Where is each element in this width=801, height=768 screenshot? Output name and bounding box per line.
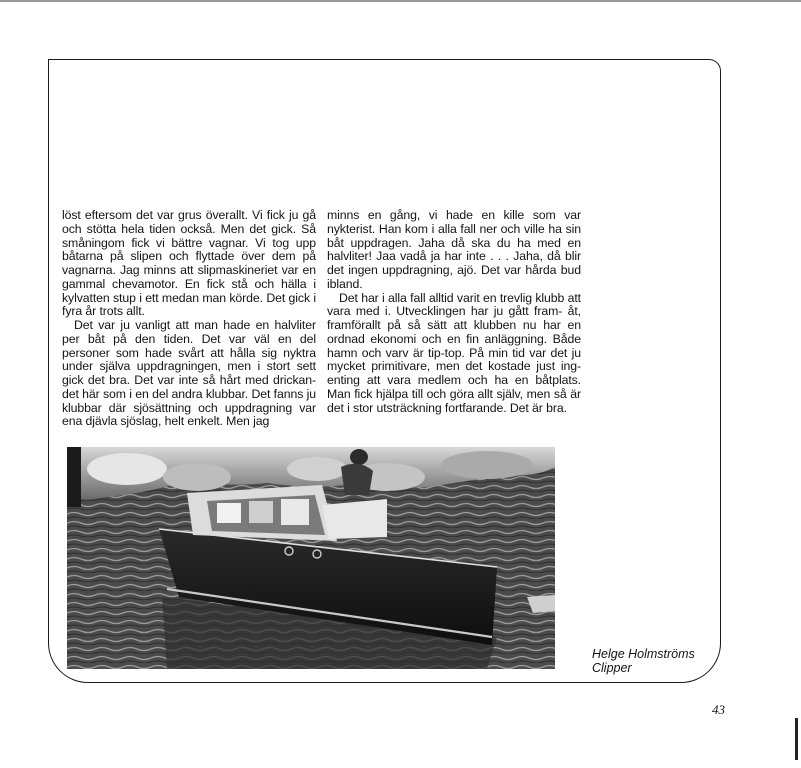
paragraph xyxy=(62,319,316,429)
text-line: gammal chevamotor. En fick stå och hälla i xyxy=(62,276,316,291)
top-rule xyxy=(0,0,801,2)
text-line: och stötta hela tiden också. Men det gick. Så xyxy=(62,221,316,236)
paragraph xyxy=(327,209,581,292)
page-number: 43 xyxy=(712,702,725,717)
text-line: kylvatten stup i ett medan man körde. Det xyxy=(62,290,286,305)
text-line: småningom fick vi bättre vagnar. Vi tog upp xyxy=(62,235,316,250)
text-line: gick i fyra år trots allt. xyxy=(62,290,316,319)
text-line: Det var ju vanligt att man hade en halvliter xyxy=(74,318,316,332)
text-line: Det har i alla fall alltid varit en trevlig klubb xyxy=(339,290,565,305)
paragraph xyxy=(327,292,581,416)
photo-caption xyxy=(592,647,732,675)
text-line: det ingen uppdragning, ajö. Det var hårda xyxy=(327,263,557,277)
text-line: gick det bra. Det var inte så hårt med drickan- xyxy=(62,373,316,387)
text-line: halvliter! Jaa vadå ja har inte . . . Jaha, då blir xyxy=(327,249,581,264)
text-line: minns en gång, vi hade en kille som var xyxy=(327,208,581,222)
text-line: nykterist. Han kom i alla fall ner och ville ha xyxy=(327,221,562,236)
text-line: åt, framförallt på så sätt att klubben nu har en xyxy=(327,304,581,332)
text-line: är det i stor utsträckning fortfarande. Det är xyxy=(327,386,581,415)
boat-photo xyxy=(67,447,555,669)
text-line: under själva uppdragningen, men i stort sett xyxy=(62,359,316,374)
binding-mark xyxy=(795,718,798,760)
text-line: bra. xyxy=(546,400,567,415)
text-line: båtarna på slipen och flyttade över dem på xyxy=(62,249,316,264)
text-line: per båt på den tiden. Det var väl en del xyxy=(62,331,316,346)
right-text-column xyxy=(327,209,581,415)
text-line: enting att vara medlem och ha en båtplats. xyxy=(327,373,581,387)
text-line: sin båt uppdragen. Jaha då ska du ha med en xyxy=(327,221,581,250)
text-line: att vara med i. Utvecklingen har ju gått fram- xyxy=(327,290,581,319)
text-line: bud ibland. xyxy=(327,263,581,291)
text-line: mycket primitivare, men det kostade just ing- xyxy=(327,359,581,374)
text-line: det här som i en del andra klubbar. Det fanns xyxy=(62,386,304,401)
text-line: personer som hade svårt att hålla sig nyktra xyxy=(62,345,316,360)
text-line: Man fick hjälpa till och göra allt själv, men så xyxy=(327,386,567,401)
paragraph xyxy=(62,209,316,319)
text-line: vagnarna. Jag minns att slipmaskineriet var en xyxy=(62,263,316,277)
text-line: hamn och varv är tip-top. På min tid var det ju xyxy=(327,345,581,360)
left-text-column xyxy=(62,209,316,429)
text-line: ordnad ekonomi och en fin anläggning. Både xyxy=(327,331,581,346)
caption-line-2: Clipper xyxy=(592,661,632,675)
caption-line-1: Helge Holmströms xyxy=(592,647,695,661)
text-line: ju klubbar där sjösättning och uppdragning xyxy=(62,386,316,415)
text-line: var ena djävla sjöslag, helt enkelt. Men jag xyxy=(62,400,316,429)
text-line: löst eftersom det var grus överallt. Vi fick ju gå xyxy=(62,208,316,222)
